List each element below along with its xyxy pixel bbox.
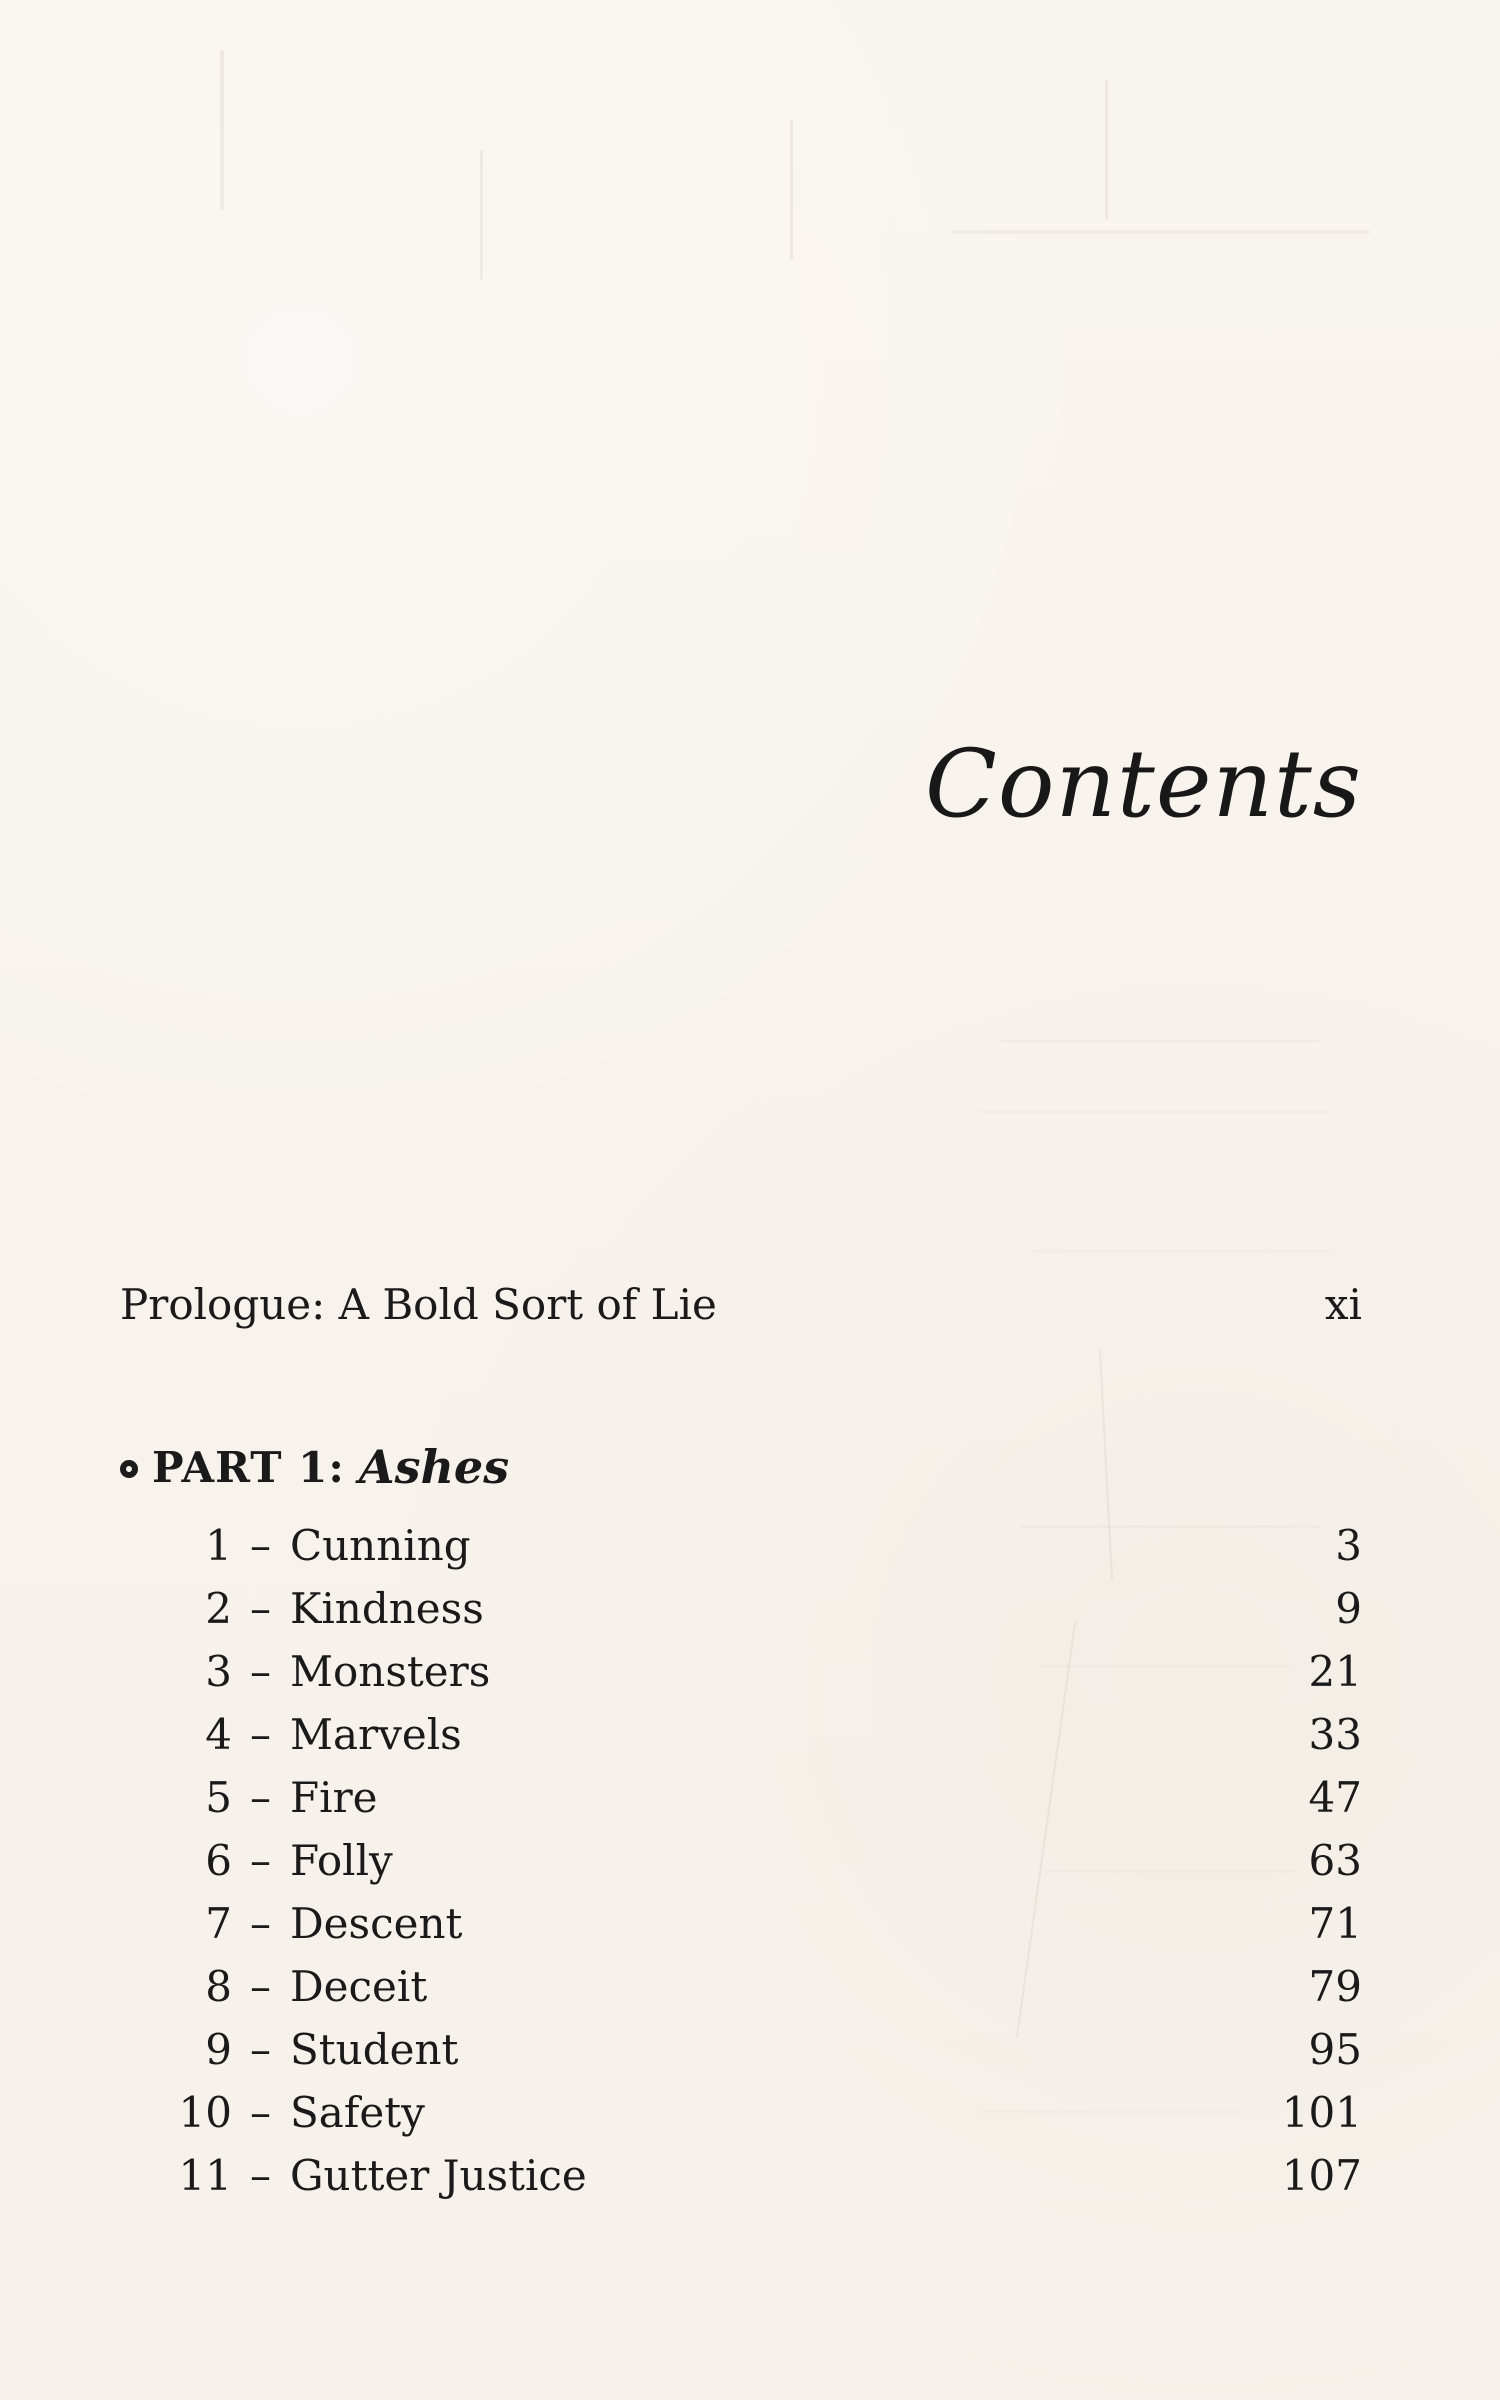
chapter-page-number: 47 xyxy=(1308,1773,1362,1822)
chapter-row-4[interactable] xyxy=(170,1703,1362,1766)
chapter-separator: – xyxy=(250,1773,271,1822)
chapter-number: 1 xyxy=(205,1521,232,1570)
chapter-row-1[interactable] xyxy=(170,1514,1362,1577)
chapter-row-7[interactable] xyxy=(170,1892,1362,1955)
chapter-page-number: 3 xyxy=(1335,1521,1362,1570)
chapter-number: 7 xyxy=(205,1899,232,1948)
chapter-number: 4 xyxy=(205,1710,232,1759)
chapter-page-number: 21 xyxy=(1308,1647,1362,1696)
chapter-page-number: 9 xyxy=(1335,1584,1362,1633)
chapter-title: Fire xyxy=(290,1773,378,1822)
chapter-separator: – xyxy=(250,2025,271,2074)
prologue-label: Prologue: A Bold Sort of Lie xyxy=(120,1280,717,1329)
chapter-page-number: 95 xyxy=(1308,2025,1362,2074)
circle-bullet-icon xyxy=(120,1460,138,1478)
chapter-row-6[interactable] xyxy=(170,1829,1362,1892)
part-title: Ashes xyxy=(358,1440,510,1494)
chapter-title: Monsters xyxy=(290,1647,491,1696)
chapter-separator: – xyxy=(250,1584,271,1633)
chapter-separator: – xyxy=(250,1962,271,2011)
prologue-entry[interactable] xyxy=(120,1270,1362,1340)
chapter-page-number: 79 xyxy=(1308,1962,1362,2011)
chapter-number: 11 xyxy=(178,2151,232,2200)
chapter-title: Safety xyxy=(290,2088,425,2137)
chapter-number: 5 xyxy=(205,1773,232,1822)
chapter-title: Deceit xyxy=(290,1962,428,2011)
chapter-title: Student xyxy=(290,2025,459,2074)
chapter-page-number: 63 xyxy=(1308,1836,1362,1885)
chapter-separator: – xyxy=(250,1521,271,1570)
chapter-number: 2 xyxy=(205,1584,232,1633)
chapter-page-number: 101 xyxy=(1281,2088,1362,2137)
chapter-row-5[interactable] xyxy=(170,1766,1362,1829)
chapter-title: Gutter Justice xyxy=(290,2151,587,2200)
chapter-row-11[interactable] xyxy=(170,2144,1362,2207)
chapter-row-2[interactable] xyxy=(170,1577,1362,1640)
chapter-row-9[interactable] xyxy=(170,2018,1362,2081)
chapter-page-number: 33 xyxy=(1308,1710,1362,1759)
chapter-number: 6 xyxy=(205,1836,232,1885)
chapter-row-8[interactable] xyxy=(170,1955,1362,2018)
chapter-separator: – xyxy=(250,2151,271,2200)
chapter-page-number: 107 xyxy=(1281,2151,1362,2200)
chapter-row-3[interactable] xyxy=(170,1640,1362,1703)
chapter-title: Descent xyxy=(290,1899,463,1948)
chapter-number: 8 xyxy=(205,1962,232,2011)
chapter-separator: – xyxy=(250,1710,271,1759)
part-heading xyxy=(120,1432,509,1502)
prologue-page-number: xi xyxy=(1324,1280,1362,1329)
chapter-title: Folly xyxy=(290,1836,393,1885)
chapter-title: Marvels xyxy=(290,1710,462,1759)
part-prefix: PART 1: xyxy=(152,1442,345,1492)
chapter-separator: – xyxy=(250,1836,271,1885)
chapter-number: 9 xyxy=(205,2025,232,2074)
chapter-number: 3 xyxy=(205,1647,232,1696)
chapter-page-number: 71 xyxy=(1308,1899,1362,1948)
chapter-row-10[interactable] xyxy=(170,2081,1362,2144)
chapter-separator: – xyxy=(250,1899,271,1948)
page-title: Contents xyxy=(924,730,1362,839)
chapter-separator: – xyxy=(250,2088,271,2137)
chapter-separator: – xyxy=(250,1647,271,1696)
chapter-title: Kindness xyxy=(290,1584,484,1633)
chapter-title: Cunning xyxy=(290,1521,471,1570)
chapter-list xyxy=(170,1514,1362,2207)
chapter-number: 10 xyxy=(178,2088,232,2137)
